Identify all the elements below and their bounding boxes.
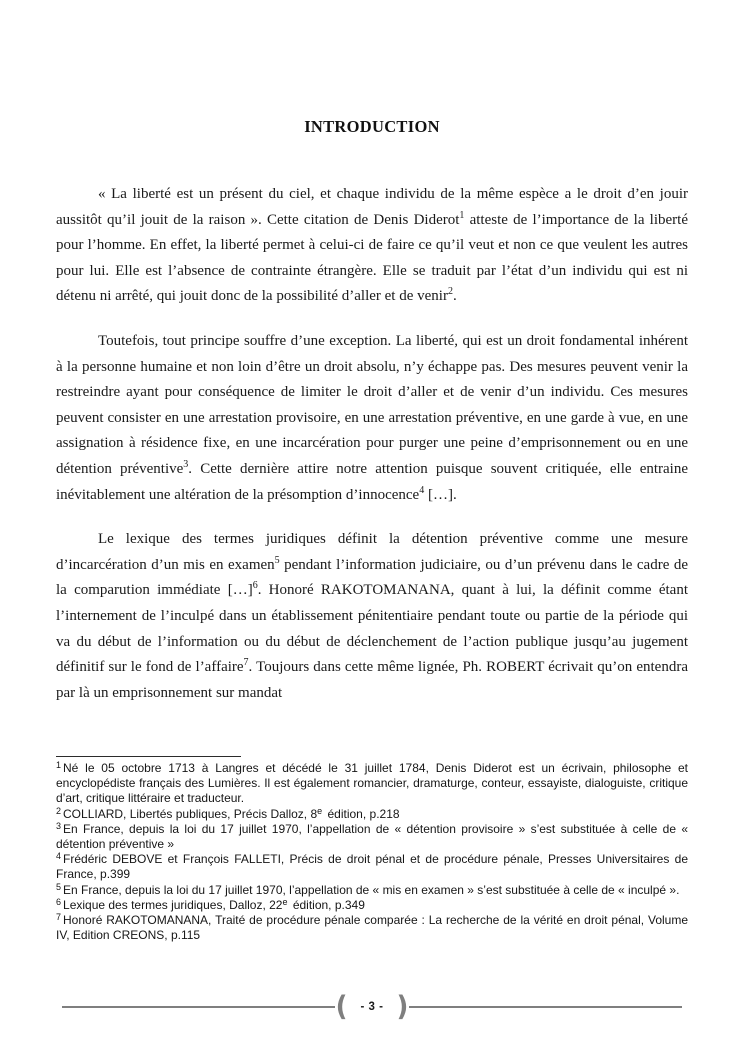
page-footer bbox=[62, 991, 682, 1023]
body-paragraph: Le lexique des termes juridiques définit la détention préventive comme une mesure d’incarcération d’un mis en examen$^5$ pendant l’information judiciaire, ou d’un prévenu dans le cadre de la comparution immédiate […]$^6$. Honoré RAKOTOMANANA, quant à lui, la définit comme étant l’internement de l’inculpé dans un établissement pénitentiaire pendant toute ou partie de la période qui va du début de l’information ou du début de déclenchement de l’action publique jusqu’au jugement définitif sur le fond de l’affaire$^7$. Toujours dans cette même lignée, Ph. ROBERT écrivait qu’on entendra par là un emprisonnement sur mandat bbox=[56, 531, 688, 701]
document-body bbox=[56, 182, 688, 725]
footnote: $^1$ Né le 05 octobre 1713 à Langres et décédé le 31 juillet 1784, Denis Diderot est un écrivain, philosophe et encyclopédiste français des Lumières. Il est également romancier, dramaturge, conteur, essayiste, dialoguiste, critique d’art, critique littéraire et traducteur. bbox=[56, 760, 688, 806]
footnote: $^2$ COLLIARD, Libertés publiques, Précis Dalloz, 8e édition, p.218 bbox=[56, 805, 400, 821]
footnote-reference: 7 bbox=[243, 657, 249, 669]
footnote-number: 2 bbox=[56, 805, 62, 816]
footnote-number: 5 bbox=[56, 881, 62, 892]
footnote-superscript: e bbox=[282, 896, 288, 907]
footer-rule-left bbox=[62, 1006, 335, 1008]
footnote-number: 6 bbox=[56, 896, 62, 907]
footnote-reference: 3 bbox=[183, 458, 189, 470]
body-paragraph: « La liberté est un présent du ciel, et chaque individu de la même espèce a le droit d’en jouir aussitôt qu’il jouit de la raison ». Cette citation de Denis Diderot$^1$ atteste de l’importance de la liberté pour l’homme. En effet, la liberté permet à celui-ci de faire ce qu’il veut et non ce que veulent les autres pour lui. Elle est l’absence de contrainte étrangère. Elle se traduit par l’état d’un individu qui est ni détenu ni arrêté, qui jouit donc de la possibilité d’aller et de venir$^2$. bbox=[56, 186, 688, 305]
footnote: $^5$ En France, depuis la loi du 17 juillet 1970, l’appellation de « mis en examen » s’est substituée à celle de « inculpé ». bbox=[56, 881, 680, 897]
page-number: - 3 - bbox=[360, 1001, 384, 1013]
footnote: $^3$ En France, depuis la loi du 17 juillet 1970, l’appellation de « détention provisoire » s’est substituée à celle de « détention préventive » bbox=[56, 820, 688, 852]
page-title: INTRODUCTION bbox=[304, 117, 440, 136]
footnote-reference: 5 bbox=[274, 554, 280, 566]
footnote-number: 7 bbox=[56, 912, 62, 923]
footnotes bbox=[56, 761, 688, 943]
footnote-number: 3 bbox=[56, 820, 62, 831]
footnote-separator bbox=[56, 756, 241, 757]
footnote-superscript: e bbox=[317, 805, 323, 816]
footnote: $^4$ Frédéric DEBOVE et François FALLETI, Précis de droit pénal et de procédure pénale, Presses Universitaires de France, p.399 bbox=[56, 851, 688, 882]
footnote: $^7$ Honoré RAKOTOMANANA, Traité de procédure pénale comparée : La recherche de la vérité en droit pénal, Volume IV, Edition CREONS, p.115 bbox=[56, 912, 688, 943]
footnote-number: 4 bbox=[56, 851, 62, 862]
footnote-reference: 6 bbox=[252, 580, 258, 592]
footnote: $^6$ Lexique des termes juridiques, Dalloz, 22e édition, p.349 bbox=[56, 896, 365, 912]
footer-bracket-right-icon: ) bbox=[396, 991, 409, 1023]
body-paragraph: Toutefois, tout principe souffre d’une exception. La liberté, qui est un droit fondamental inhérent à la personne humaine et non loin d’être un droit absolu, n’y échappe pas. Des mesures peuvent venir la restreindre ayant pour conséquence de limiter le droit d’aller et de venir d’un individu. Ces mesures peuvent consister en une arrestation provisoire, en une arrestation préventive, en une garde à vue, en une assignation à résidence fixe, en une incarcération pour purger une peine d’emprisonnement ou en une détention préventive$^3$. Cette dernière attire notre attention puisque souvent critiquée, elle entraine inévitablement une altération de la présomption d’innocence$^4$ […]. bbox=[56, 332, 688, 503]
footnote-reference: 1 bbox=[459, 209, 465, 221]
footer-rule-right bbox=[409, 1006, 682, 1008]
footnote-number: 1 bbox=[56, 760, 62, 770]
footnote-reference: 4 bbox=[419, 484, 425, 496]
footer-bracket-left-icon: ( bbox=[335, 991, 348, 1023]
footnote-reference: 2 bbox=[447, 286, 453, 298]
